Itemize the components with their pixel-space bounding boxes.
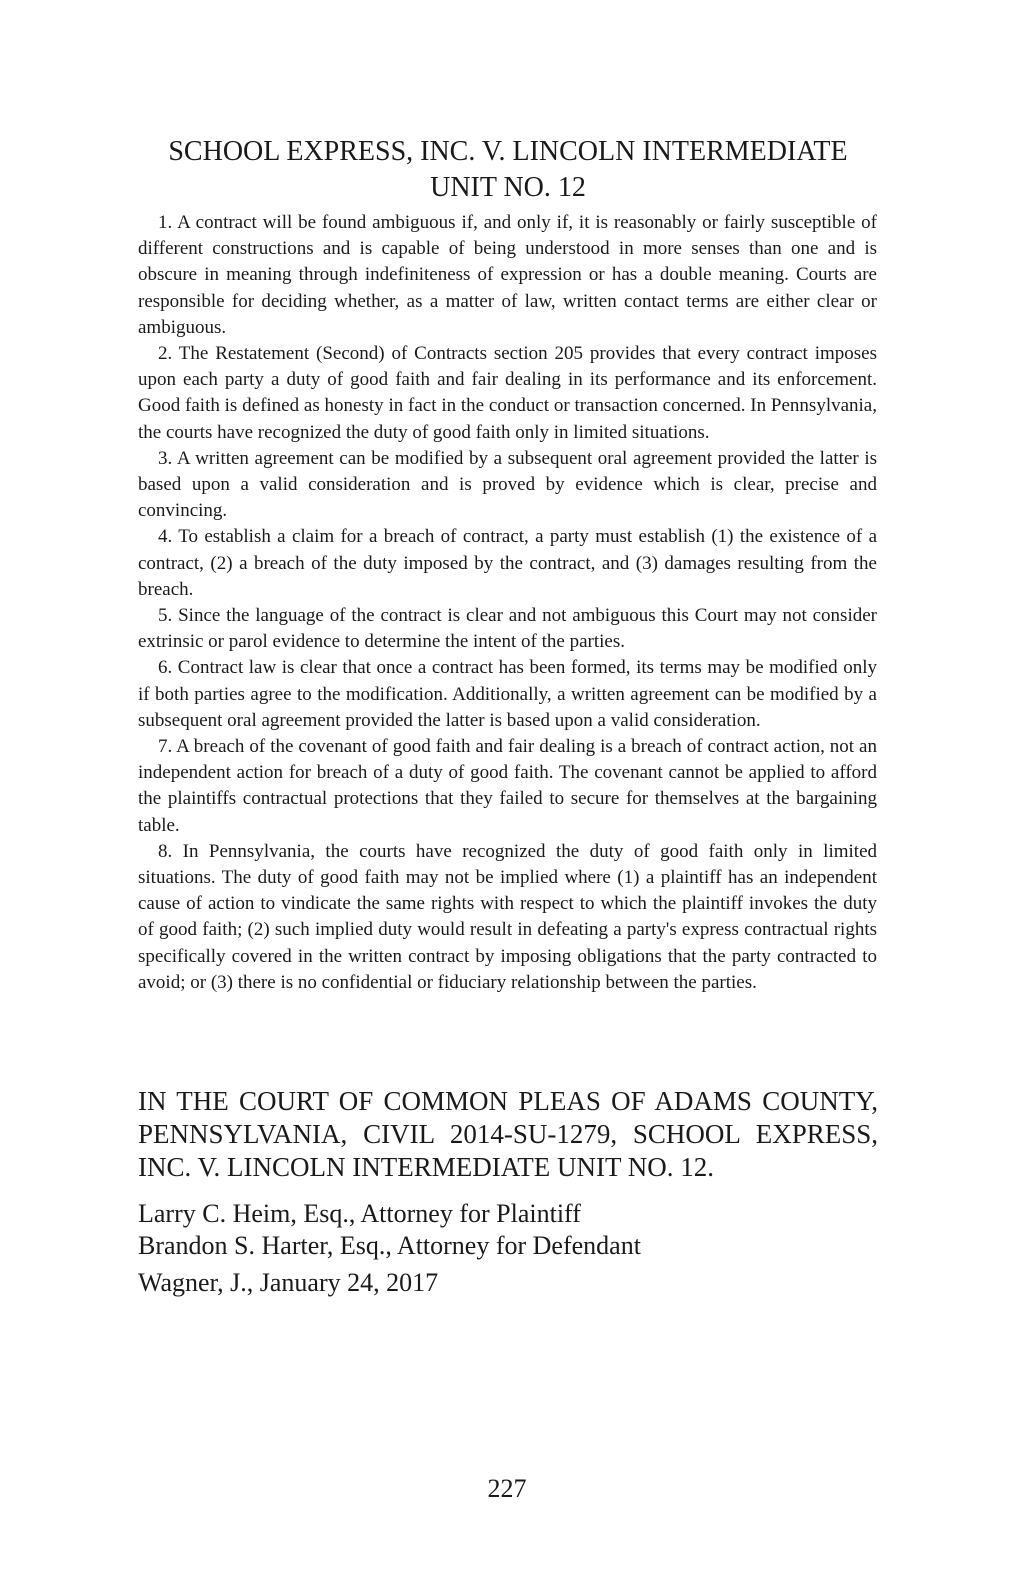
headnote-7: 7. A breach of the covenant of good faith and fair dealing is a breach of contract action, not an independent action for breach of a duty of good faith. The covenant cannot be applied to afford the plaintiffs contractual protections that they failed to secure for themselves at the bargaining table. <box>138 736 877 836</box>
headnote-5: 5. Since the language of the contract is clear and not ambiguous this Court may not consider extrinsic or parol evidence to determine the intent of the parties. <box>138 605 877 653</box>
judge-date-line: Wagner, J., January 24, 2017 <box>138 1268 439 1297</box>
page-number: 227 <box>487 1474 527 1503</box>
counsel-list <box>138 1198 878 1262</box>
headnote-1: 1. A contract will be found ambiguous if, and only if, it is reasonably or fairly susceptible of different constructions and is capable of being understood in more senses than one and is obscure in meaning through indefiniteness of expression or has a double meaning. Courts are responsible for deciding whether, as a matter of law, written contact terms are either clear or ambiguous. <box>138 212 877 338</box>
headnote-2: 2. The Restatement (Second) of Contracts section 205 provides that every contract imposes upon each party a duty of good faith and fair dealing in its performance and its enforcement. Good faith is defined as honesty in fact in the conduct or transaction concerned. In Pennsylvania, the courts have recognized the duty of good faith only in limited situations. <box>138 343 877 443</box>
headnote-3: 3. A written agreement can be modified by a subsequent oral agreement provided the latter is based upon a valid consideration and is proved by evidence which is clear, precise and convincing. <box>138 447 877 522</box>
court-caption: IN THE COURT OF COMMON PLEAS OF ADAMS COUNTY, PENNSYLVANIA, CIVIL 2014-SU-1279, SCHOOL EXPRESS, INC. V. LINCOLN INTERMEDIATE UNIT NO. 12. <box>138 1086 878 1182</box>
headnote-6: 6. Contract law is clear that once a contract has been formed, its terms may be modified only if both parties agree to the modification. Additionally, a written agreement can be modified by a subsequent oral agreement provided the latter is based upon a valid consideration. <box>138 657 877 731</box>
plaintiff-attorney: Larry C. Heim, Esq., Attorney for Plaintiff <box>138 1199 581 1228</box>
defendant-attorney: Brandon S. Harter, Esq., Attorney for Defendant <box>138 1231 641 1260</box>
headnote-4: 4. To establish a claim for a breach of contract, a party must establish (1) the existence of a contract, (2) a breach of the duty imposed by the contract, and (3) damages resulting from the breach. <box>138 526 877 600</box>
headnotes-list <box>138 210 877 996</box>
headnote-8: 8. In Pennsylvania, the courts have recognized the duty of good faith only in limited situations. The duty of good faith may not be implied where (1) a plaintiff has an independent cause of action to vindicate the same rights with respect to which the plaintiff invokes the duty of good faith; (2) such implied duty would result in defeating a party's express contractual rights specifically covered in the written contract by imposing obligations that the party contracted to avoid; or (3) there is no confidential or fiduciary relationship between the parties. <box>138 840 877 993</box>
case-title: SCHOOL EXPRESS, INC. V. LINCOLN INTERMEDIATE UNIT NO. 12 <box>168 136 848 203</box>
